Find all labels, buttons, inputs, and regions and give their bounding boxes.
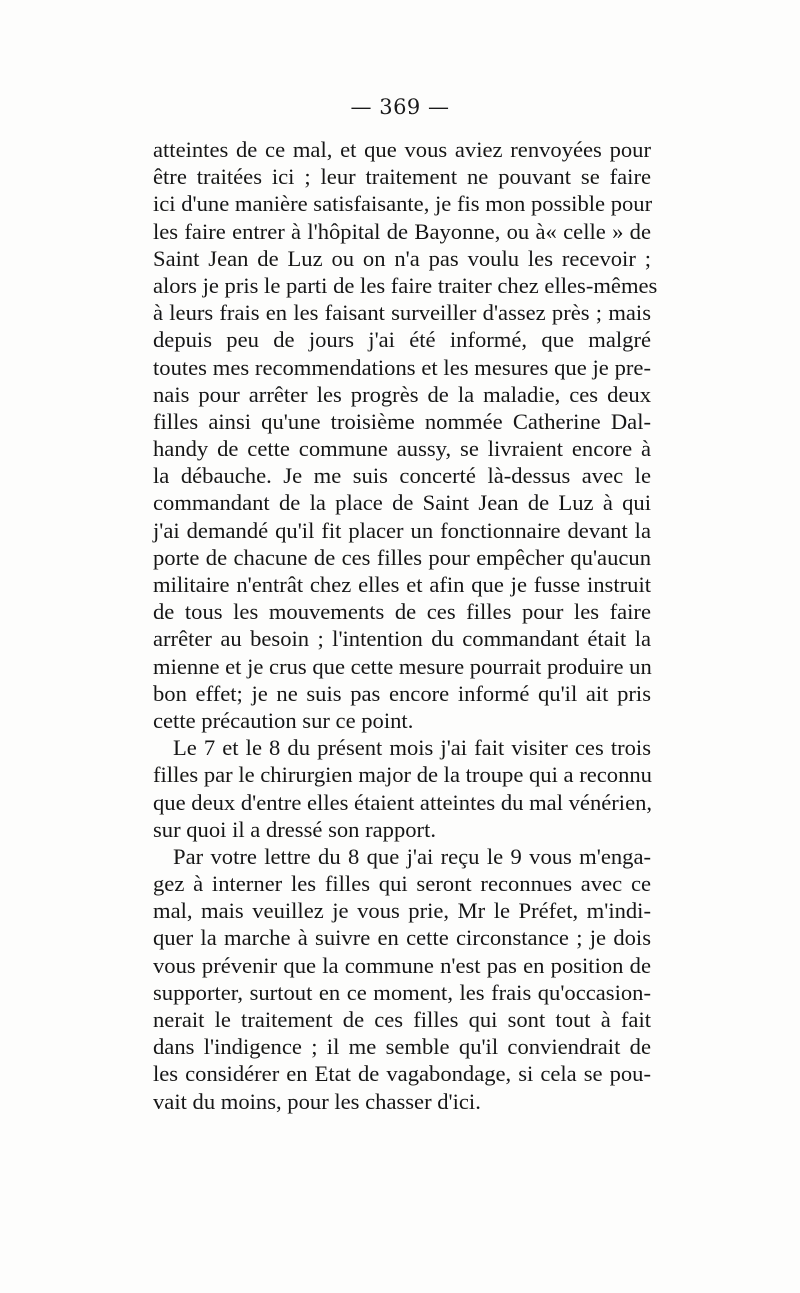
text-line: atteintes de ce mal, et que vous aviez renvoyées pour (153, 137, 651, 162)
text-line: arrêter au besoin ; l'intention du commandant était la (153, 626, 651, 652)
text-line: ici d'une manière satisfaisante, je fis mon possible pour (153, 191, 653, 217)
text-line: commandant de la place de Saint Jean de Luz à qui (153, 490, 651, 516)
text-line: les faire entrer à l'hôpital de Bayonne, ou à« celle » de (153, 218, 651, 244)
text-line: nerait le traitement de ces filles qui sont tout à fait (153, 1007, 651, 1032)
text-line: la débauche. Je me suis concerté là-dessus avec le (153, 463, 651, 489)
text-line: nais pour arrêter les progrès de la maladie, ces deux (153, 381, 651, 407)
text-line: filles par le chirurgien major de la troupe qui a reconnu (153, 762, 652, 788)
text-line: les considérer en Etat de vagabondage, si cela se pou- (153, 1061, 651, 1087)
text-line: depuis peu de jours j'ai été informé, que malgré (153, 327, 651, 353)
text-line: être traitées ici ; leur traitement ne pouvant se faire (153, 164, 651, 190)
text-line: porte de chacune de ces filles pour empêcher qu'aucun (153, 544, 651, 570)
text-line: militaire n'entrât chez elles et afin que je fusse instruit (153, 572, 651, 597)
text-line: Le 7 et le 8 du présent mois j'ai fait visiter ces trois (173, 735, 651, 761)
text-line: de tous les mouvements de ces filles pour les faire (153, 599, 651, 625)
text-line: cette précaution sur ce point. (153, 707, 414, 733)
text-line: quer la marche à suivre en cette circonstance ; je dois (153, 925, 651, 951)
text-line: Par votre lettre du 8 que j'ai reçu le 9 vous m'enga- (173, 843, 651, 869)
text-line: vous prévenir que la commune n'est pas en position de (153, 952, 651, 978)
text-line: bon effet; je ne suis pas encore informé qu'il ait pris (153, 680, 651, 706)
text-line: Saint Jean de Luz ou on n'a pas voulu les recevoir ; (153, 245, 651, 271)
text-line: dans l'indigence ; il me semble qu'il conviendrait de (153, 1034, 651, 1060)
text-line: supporter, surtout en ce moment, les frais qu'occasion- (153, 979, 651, 1005)
text-line: à leurs frais en les faisant surveiller d'assez près ; mais (153, 300, 651, 326)
page-number: — 369 — (350, 95, 450, 119)
text-line: alors je pris le parti de les faire traiter chez elles-mêmes (153, 272, 658, 298)
text-line: sur quoi il a dressé son rapport. (153, 816, 436, 842)
text-line: toutes mes recommendations et les mesures que je pre- (153, 354, 651, 380)
body-text (153, 136, 658, 1115)
text-line: gez à interner les filles qui seront reconnues avec ce (153, 871, 651, 897)
text-line: j'ai demandé qu'il fit placer un fonctionnaire devant la (153, 517, 651, 543)
text-line: mal, mais veuillez je vous prie, Mr le Préfet, m'indi- (153, 898, 651, 924)
text-line: que deux d'entre elles étaient atteintes du mal vénérien, (153, 789, 653, 815)
text-line: handy de cette commune aussy, se livraient encore à (153, 436, 651, 462)
text-line: mienne et je crus que cette mesure pourrait produire un (153, 653, 652, 679)
text-line: filles ainsi qu'une troisième nommée Catherine Dal- (153, 408, 651, 434)
text-line: vait du moins, pour les chasser d'ici. (153, 1088, 481, 1114)
